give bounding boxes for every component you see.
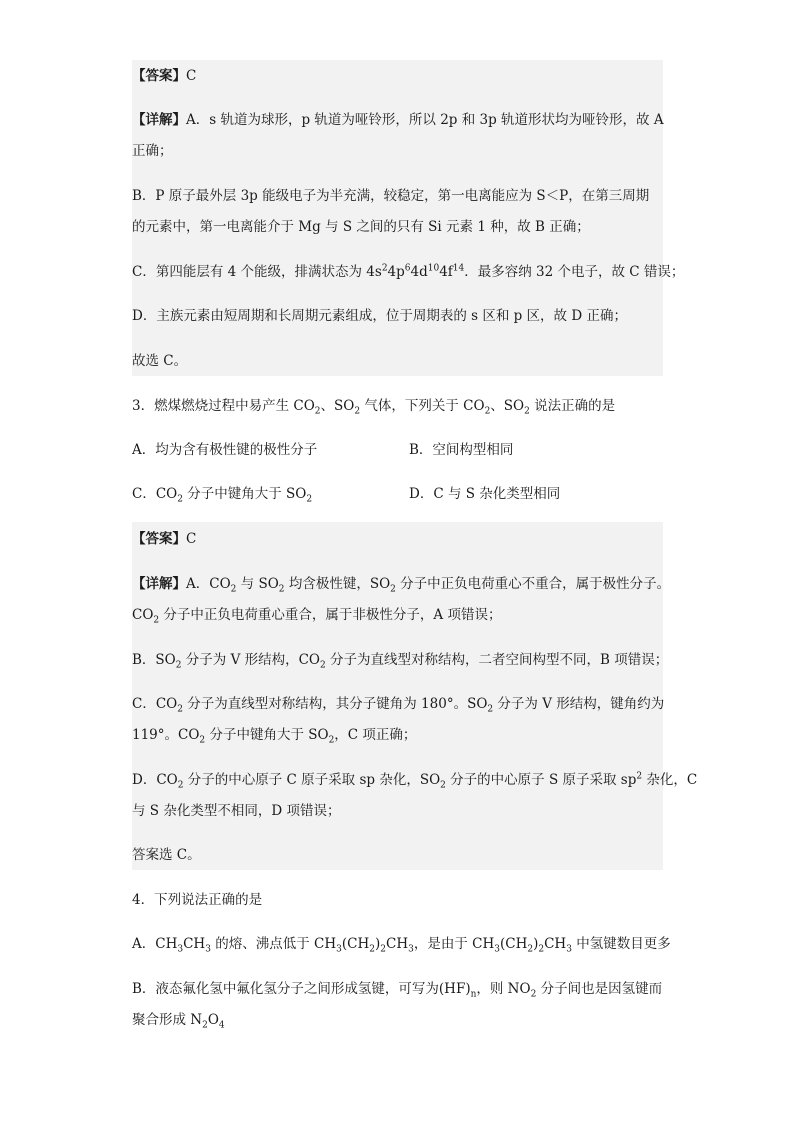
subscript: 2 xyxy=(320,660,326,671)
subscript: 2 xyxy=(177,704,183,715)
subscript: 2 xyxy=(230,584,237,595)
subscript: 2 xyxy=(538,944,545,955)
detail-text: 4d xyxy=(410,264,428,280)
subscript: 2 xyxy=(177,494,183,505)
detail-tag: 【详解】 xyxy=(132,112,186,128)
answer-line-q3 xyxy=(132,530,196,548)
q3-detail-line-3 xyxy=(132,651,668,669)
q4-option-b xyxy=(132,980,662,998)
option-text: ，则 NO xyxy=(476,981,531,997)
option-text: B．液态氟化氢中氟化氢分子之间形成氢键，可写为(HF) xyxy=(132,981,471,997)
option-text: ) xyxy=(374,936,381,952)
detail-text: C．CO xyxy=(132,696,178,712)
answer-value: C xyxy=(186,531,197,547)
option-text: 中氢键数目更多 xyxy=(571,936,671,952)
q4-option-a xyxy=(132,935,671,953)
detail-text: 与 S 杂化类型不相同，D 项错误； xyxy=(132,803,341,819)
detail-text: 与 SO xyxy=(236,576,279,592)
option-text: CH xyxy=(183,936,206,952)
detail-text: ，C 项正确； xyxy=(334,727,417,743)
question-4-stem xyxy=(132,891,262,909)
answer-tag: 【答案】 xyxy=(132,68,186,84)
stem-text: 气体，下列关于 CO xyxy=(360,398,485,414)
option-text: ) xyxy=(533,936,539,952)
detail-text: 4f xyxy=(439,264,453,280)
q3-detail-line-5 xyxy=(132,726,416,744)
option-text: 分子中键角大于 SO xyxy=(182,486,307,502)
answer-tag: 【答案】 xyxy=(132,531,186,547)
option-text: (CH xyxy=(341,936,370,952)
stem-text: 4．下列说法正确的是 xyxy=(132,892,263,908)
option-text: D．C 与 S 杂化类型相同 xyxy=(409,486,561,502)
option-c xyxy=(132,485,312,503)
subscript: 2 xyxy=(487,704,494,715)
stem-text: 、SO xyxy=(490,398,525,414)
subscript: 2 xyxy=(369,944,375,955)
detail-line-1b xyxy=(132,142,173,160)
subscript: 3 xyxy=(177,944,184,955)
detail-line-2 xyxy=(132,187,649,205)
option-text: 的熔、沸点低于 CH xyxy=(210,936,337,952)
answer-line-q2 xyxy=(132,67,196,85)
subscript: 2 xyxy=(440,780,446,791)
detail-text: 分子中正负电荷重心不重合，属于极性分子。 xyxy=(395,576,671,592)
option-text: O xyxy=(207,1012,219,1028)
detail-text: 119°。CO xyxy=(132,727,200,743)
option-d xyxy=(409,485,560,503)
subscript: 3 xyxy=(336,944,342,955)
subscript: 3 xyxy=(205,944,211,955)
subscript: 2 xyxy=(306,494,313,505)
q3-detail-line-4 xyxy=(132,695,664,713)
option-text: CH xyxy=(544,936,567,952)
subscript: 4 xyxy=(218,1020,225,1031)
option-text: C．CO xyxy=(132,486,178,502)
option-text: ，是由于 CH xyxy=(413,936,495,952)
subscript: 2 xyxy=(153,615,160,626)
option-text: B．空间构型相同 xyxy=(409,442,514,458)
question-3-stem xyxy=(132,397,615,415)
detail-text: ．最多容纳 32 个电子，故 C 错误； xyxy=(464,264,685,280)
detail-text: 的元素中，第一电离能介于 Mg 与 S 之间的只有 Si 元素 1 种，故 B 正确； xyxy=(132,219,590,235)
detail-text: 分子中正负电荷重心重合，属于非极性分子，A 项错误； xyxy=(159,607,502,623)
detail-text: 分子中键角大于 SO xyxy=(205,727,329,743)
q3-detail-line-7 xyxy=(132,802,340,820)
detail-line-3 xyxy=(132,263,684,281)
subscript: 2 xyxy=(380,944,386,955)
q4-option-b-cont xyxy=(132,1011,225,1029)
subscript: 3 xyxy=(494,944,500,955)
subscript: 2 xyxy=(202,1020,208,1031)
subscript: 2 xyxy=(175,660,182,671)
detail-line-2b xyxy=(132,218,590,236)
detail-text: A．s 轨道为球形，p 轨道为哑铃形，所以 2p 和 3p 轨道形状均为哑铃形，故 A xyxy=(186,112,664,128)
superscript: 6 xyxy=(404,263,411,274)
subscript: 2 xyxy=(530,989,537,1000)
detail-text: D．CO xyxy=(132,772,178,788)
choose-line-q3 xyxy=(132,846,201,864)
superscript: 2 xyxy=(636,771,643,782)
detail-tag: 【详解】 xyxy=(132,576,186,592)
superscript: 2 xyxy=(381,263,388,274)
option-text: 分子间也是因氢键而 xyxy=(536,981,663,997)
subscript: 3 xyxy=(566,944,572,955)
q3-detail-line-1 xyxy=(132,575,670,593)
q3-detail-line-2 xyxy=(132,606,501,624)
detail-text: A．CO xyxy=(186,576,231,592)
stem-text: 、SO xyxy=(320,398,355,414)
option-text: 聚合形成 N xyxy=(132,1012,203,1028)
detail-text: CO xyxy=(132,607,154,623)
option-b xyxy=(409,441,513,459)
subscript: 2 xyxy=(484,406,491,417)
detail-text: 分子为 V 形结构，键角约为 xyxy=(493,696,665,712)
superscript: 10 xyxy=(427,263,440,274)
stem-text: 3．燃煤燃烧过程中易产生 CO xyxy=(132,398,315,414)
detail-text: 分子为直线型对称结构，二者空间构型不同，B 项错误； xyxy=(325,652,669,668)
detail-text: 分子为 V 形结构，CO xyxy=(181,652,321,668)
subscript: n xyxy=(470,989,477,1000)
option-text: CH xyxy=(385,936,409,952)
subscript: 2 xyxy=(328,735,335,746)
option-text: A．CH xyxy=(132,936,178,952)
option-a xyxy=(132,441,317,459)
option-text: (CH xyxy=(499,936,528,952)
answer-value: C xyxy=(186,68,197,84)
subscript: 2 xyxy=(524,406,530,417)
detail-text: 正确； xyxy=(132,143,173,159)
detail-text: 分子的中心原子 C 原子采取 sp 杂化，SO xyxy=(183,772,441,788)
detail-text: 分子的中心原子 S 原子采取 sp xyxy=(445,772,637,788)
detail-text: 分子为直线型对称结构，其分子键角为 180°。SO xyxy=(182,696,488,712)
subscript: 2 xyxy=(527,944,534,955)
option-text: A．均为含有极性键的极性分子 xyxy=(132,442,318,458)
stem-text: 说法正确的是 xyxy=(529,398,616,414)
q3-detail-line-6 xyxy=(132,771,697,789)
subscript: 2 xyxy=(390,584,396,595)
detail-line-4 xyxy=(132,307,627,325)
choose-line-q2 xyxy=(132,352,187,370)
subscript: 2 xyxy=(354,406,361,417)
subscript: 2 xyxy=(314,406,321,417)
superscript: 14 xyxy=(452,263,465,274)
subscript: 2 xyxy=(199,735,206,746)
subscript: 3 xyxy=(408,944,414,955)
detail-text: 杂化，C xyxy=(642,772,698,788)
detail-text: B．SO xyxy=(132,652,176,668)
subscript: 2 xyxy=(278,584,285,595)
detail-line-1 xyxy=(132,111,664,129)
detail-text: C．第四能层有 4 个能级，排满状态为 4s xyxy=(132,264,382,280)
detail-text: 答案选 C。 xyxy=(132,847,201,863)
detail-text: 均含极性键，SO xyxy=(284,576,391,592)
detail-text: D．主族元素由短周期和长周期元素组成，位于周期表的 s 区和 p 区，故 D 正确； xyxy=(132,308,627,324)
detail-text: 4p xyxy=(387,264,405,280)
detail-text: 故选 C。 xyxy=(132,353,188,369)
subscript: 2 xyxy=(177,780,184,791)
detail-text: B．P 原子最外层 3p 能级电子为半充满，较稳定，第一电离能应为 S＜P，在第三周期 xyxy=(132,188,650,204)
